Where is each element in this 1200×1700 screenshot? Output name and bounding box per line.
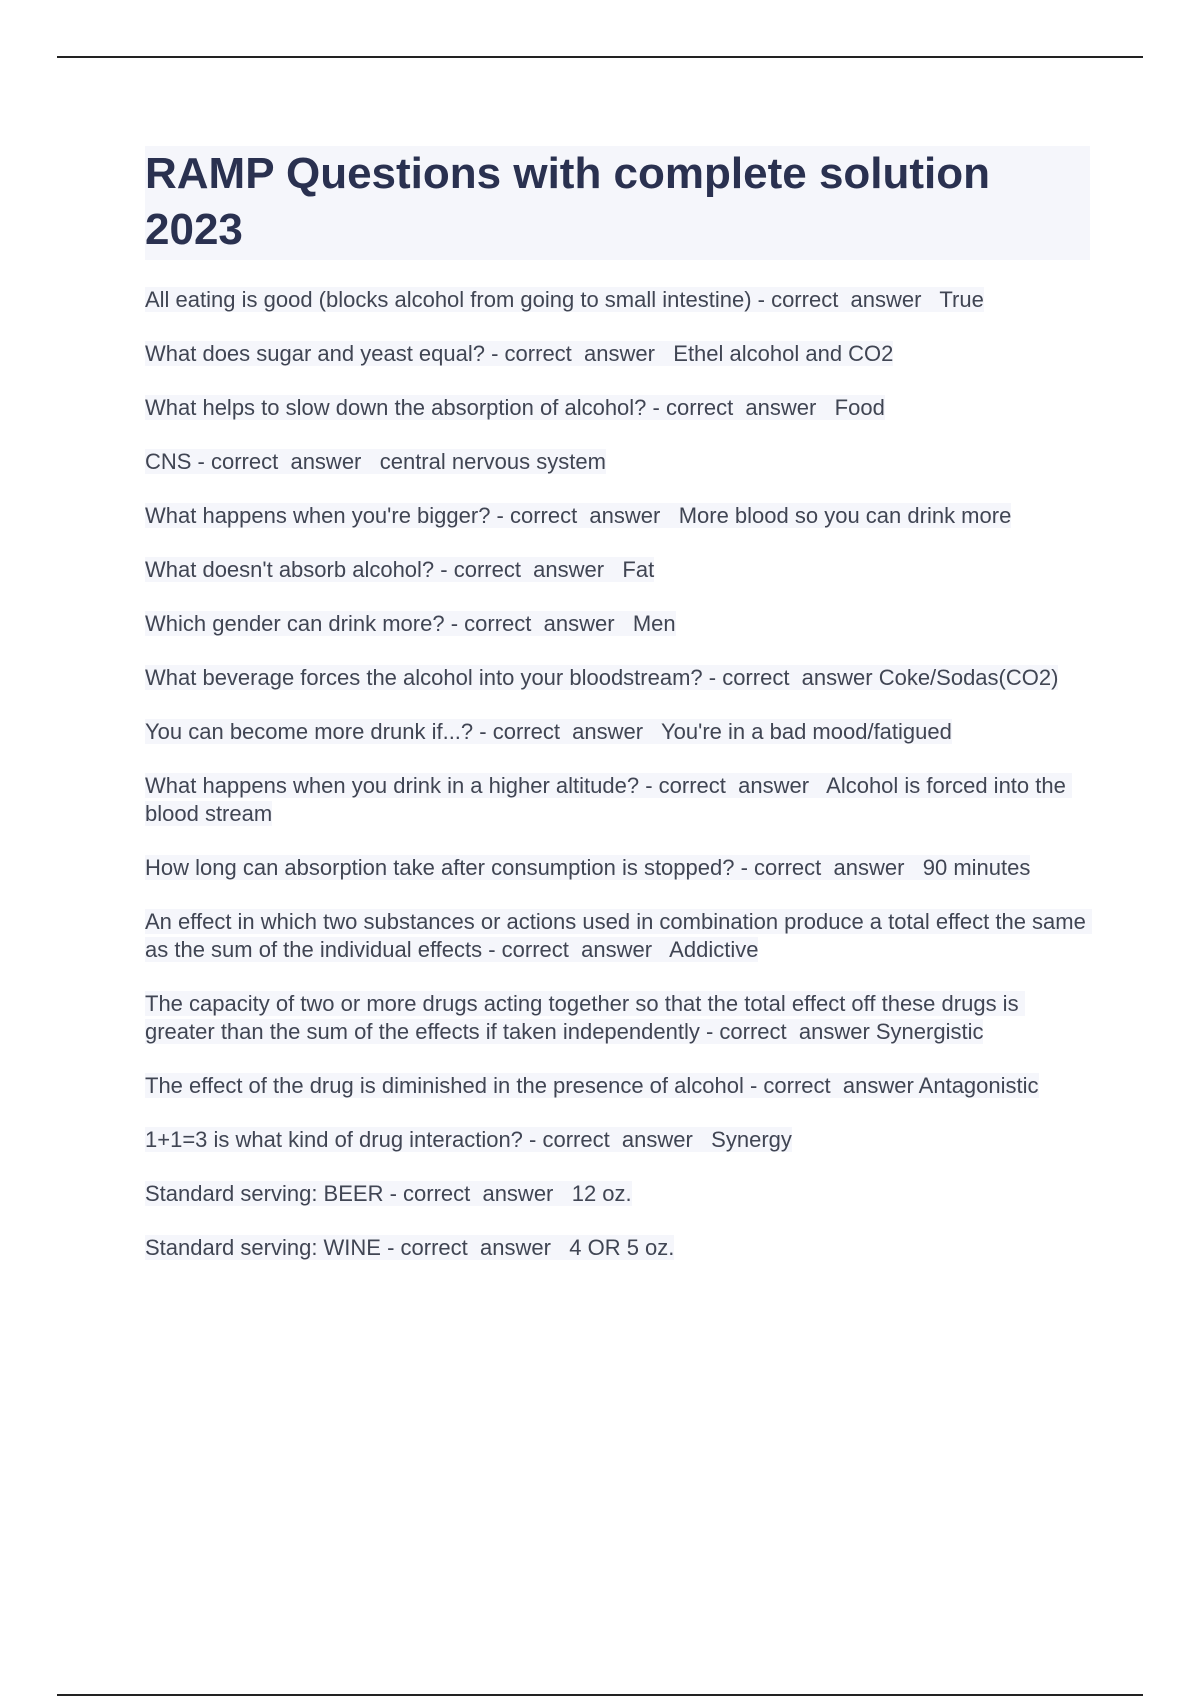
qa-item (145, 718, 1090, 746)
qa-item (145, 556, 1090, 584)
qa-item (145, 1234, 1090, 1262)
qa-text: The effect of the drug is diminished in the presence of alcohol - correct answer Antagonistic (145, 1073, 1039, 1098)
document-body (145, 146, 1090, 1288)
qa-item (145, 394, 1090, 422)
qa-item (145, 340, 1090, 368)
qa-item (145, 854, 1090, 882)
bottom-rule (57, 1694, 1143, 1696)
qa-text: What beverage forces the alcohol into your bloodstream? - correct answer Coke/Sodas(CO2) (145, 665, 1059, 690)
qa-text: The capacity of two or more drugs acting together so that the total effect off these drugs is greater than the sum of the effects if taken independently - correct answer Synergistic (145, 991, 1025, 1044)
qa-item (145, 1126, 1090, 1154)
qa-item (145, 990, 1090, 1046)
qa-item (145, 448, 1090, 476)
qa-item (145, 772, 1090, 828)
qa-item (145, 502, 1090, 530)
qa-text: What does sugar and yeast equal? - correct answer Ethel alcohol and CO2 (145, 341, 894, 366)
qa-item (145, 1072, 1090, 1100)
qa-text: CNS - correct answer central nervous system (145, 449, 606, 474)
qa-item (145, 664, 1090, 692)
qa-text: What happens when you drink in a higher altitude? - correct answer Alcohol is forced into the blood stream (145, 773, 1072, 826)
qa-text: What helps to slow down the absorption of alcohol? - correct answer Food (145, 395, 885, 420)
qa-item (145, 1180, 1090, 1208)
qa-item (145, 610, 1090, 638)
qa-text: What doesn't absorb alcohol? - correct answer Fat (145, 557, 655, 582)
qa-text: 1+1=3 is what kind of drug interaction? - correct answer Synergy (145, 1127, 792, 1152)
qa-text: Which gender can drink more? - correct answer Men (145, 611, 676, 636)
qa-item (145, 286, 1090, 314)
top-rule (57, 56, 1143, 58)
qa-text: Standard serving: WINE - correct answer 4 OR 5 oz. (145, 1235, 675, 1260)
qa-item (145, 908, 1090, 964)
qa-list (145, 286, 1090, 1262)
qa-text: You can become more drunk if...? - correct answer You're in a bad mood/fatigued (145, 719, 952, 744)
qa-text: How long can absorption take after consumption is stopped? - correct answer 90 minutes (145, 855, 1031, 880)
qa-text: What happens when you're bigger? - correct answer More blood so you can drink more (145, 503, 1012, 528)
qa-text: Standard serving: BEER - correct answer 12 oz. (145, 1181, 632, 1206)
qa-text: All eating is good (blocks alcohol from going to small intestine) - correct answer True (145, 287, 984, 312)
document-title: RAMP Questions with complete solution 2023 (145, 146, 1090, 260)
qa-text: An effect in which two substances or actions used in combination produce a total effect the same as the sum of the individual effects - correct answer Addictive (145, 909, 1092, 962)
